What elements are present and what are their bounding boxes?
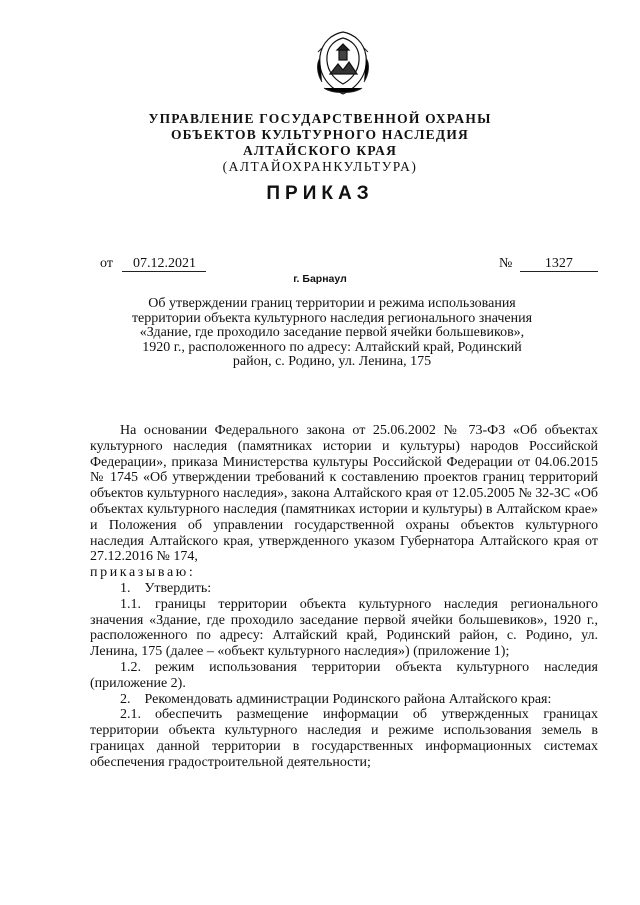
org-name-line-2: ОБЪЕКТОВ КУЛЬТУРНОГО НАСЛЕДИЯ [170,127,470,142]
date-line [100,256,206,272]
paragraph-basis: На основании Федерального закона от 25.06.2002 № 73-ФЗ «Об объектах культурного наследия (памятниках истории и культуры) народов Российской Федерации», приказа Министерства культуры Российской Федерации от 04.06.2015 № 1745 «Об утверждении требований к составлению проектов границ территорий объектов культурного наследия», закона Алтайского края от 12.05.2005 № 32-ЗС «Об объектах культурного наследия (памятниках истории и культуры) в Алтайском крае» и Положения об управлении государственной охраны объектов культурного наследия Алтайского края, утвержденного указом Губернатора Алтайского края от 27.12.2016 № 174, [90,423,598,565]
order-subject: Об утверждении границ территории и режима использования территории объекта культурного наследия регионального значения «Здание, где проходило заседание первой ячейки большевиков», 1920 г., расположенного по адресу: Алтайский край, Родинский район, с. Родино, ул. Ленина, 175 [131,296,533,369]
org-name-line-3: АЛТАЙСКОГО КРАЯ [242,143,398,158]
date-prefix: от [100,256,113,271]
paragraph-2-1: 2.1. обеспечить размещение информации об утвержденных границах территории объекта культурного наследия и режиме использования земель в границах данной территории в государственных информационных системах обеспечения градостроительной деятельности; [90,707,598,770]
number-prefix: № [499,256,513,271]
paragraph-1-1: 1.1. границы территории объекта культурного наследия регионального значения «Здание, где проходило заседание первой ячейки большевиков», 1920 г., расположенного по адресу: Алтайский край, Родинский район, с. Родино, ул. Ленина, 175 (далее – «объект культурного наследия») (приложение 1); [90,596,598,660]
order-word [90,565,598,581]
paragraph-1-2: 1.2. режим использования территории объекта культурного наследия (приложение 2). [90,659,598,691]
order-word-text: приказываю: [90,565,196,581]
number-line [499,256,598,272]
city: г. Барнаул [293,273,347,285]
org-name-line-1: УПРАВЛЕНИЕ ГОСУДАРСТВЕННОЙ ОХРАНЫ [148,111,492,126]
order-body [90,423,598,771]
order-date: 07.12.2021 [122,257,206,272]
document-type-title: ПРИКАЗ [266,183,374,204]
altai-krai-coat-of-arms-icon [312,28,374,98]
paragraph-1: 1. Утвердить: [120,580,212,596]
order-number: 1327 [520,257,598,272]
paragraph-2: 2. Рекомендовать администрации Родинского района Алтайского края: [120,691,552,707]
org-short-name: (АЛТАЙОХРАНКУЛЬТУРА) [222,159,418,174]
